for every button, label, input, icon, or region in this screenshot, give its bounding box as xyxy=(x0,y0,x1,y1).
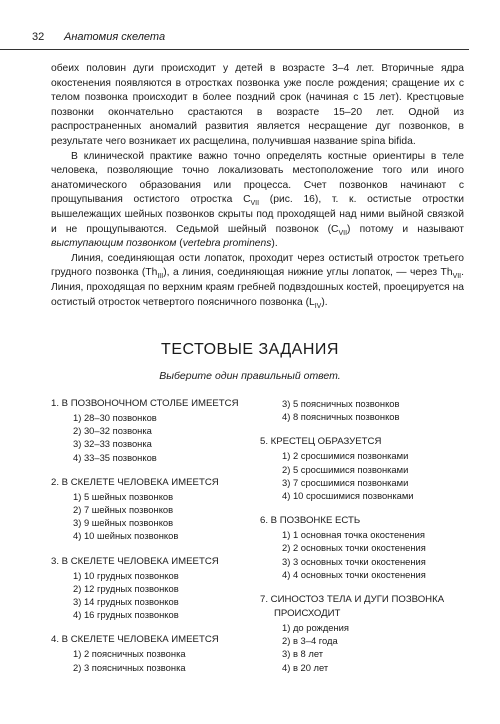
section-title: ТЕСТОВЫЕ ЗАДАНИЯ xyxy=(161,341,339,358)
answer-option: 4) 10 шейных позвонков xyxy=(73,530,179,542)
paragraph: Линия, соединяющая ости лопаток, проходит через остистый отросток третьего грудного позвонка $(Th_{III})$, а линия, соединяющая нижние углы лопаток, — через $Th_{VII}$. Линия, проходящая по верхним краям гребней подвздошных костей, проецируется на остистый отросток четвертого поясничного позвонка $(L_{IV})$. xyxy=(51,252,464,310)
answer-option: 1) 10 грудных позвонков xyxy=(73,569,179,581)
question xyxy=(51,397,266,464)
question-title: 6. В ПОЗВОНКЕ ЕСТЬ xyxy=(260,515,361,527)
question-title: 1. В ПОЗВОНОЧНОМ СТОЛБЕ ИМЕЕТСЯ xyxy=(51,398,239,409)
term-emphasis: выступающим позвонком xyxy=(51,238,177,250)
questions-left-column xyxy=(51,397,266,686)
question xyxy=(260,593,470,674)
question-title: 2. В СКЕЛЕТЕ ЧЕЛОВЕКА ИМЕЕТСЯ xyxy=(51,476,219,488)
answer-option: 1) 5 шейных позвонков xyxy=(73,490,174,502)
answer-option: 3) 5 поясничных позвонков xyxy=(282,398,400,409)
answer-option: 4) 4 основных точки окостенения xyxy=(282,568,426,580)
question xyxy=(51,633,266,673)
answer-option: 4) 16 грудных позвонков xyxy=(73,609,179,621)
question xyxy=(260,514,470,581)
answer-option: 2) 2 основных точки окостенения xyxy=(282,542,426,554)
running-header xyxy=(0,29,469,50)
answer-option: 1) 2 поясничных позвонка xyxy=(73,648,186,660)
answer-option: 4) 8 поясничных позвонков xyxy=(282,411,400,423)
question xyxy=(51,476,266,543)
answer-option: 1) 2 сросшимися позвонками xyxy=(282,450,409,462)
answer-option: 2) 7 шейных позвонков xyxy=(73,504,174,516)
paragraph: обеих половин дуги происходит у детей в возрасте 3–4 лет. Вторичные ядра окостенения появляются в отростках позвонка уже после рождения; сращение их с телом позвонка происходит в более поздний срок (начиная с 15 лет). Крестцовые позвонки окончательно срастаются в возрасте 15–20 лет. Одной из распространенных аномалий развития является несращение дуг позвонков, в результате чего возникает их расщелина, получившая название spina bifida. xyxy=(51,63,464,147)
body-text xyxy=(51,62,464,310)
answer-option: 3) в 8 лет xyxy=(282,648,324,660)
answer-option: 3) 3 основных точки окостенения xyxy=(282,555,426,567)
answer-option: 2) 12 грудных позвонков xyxy=(73,582,179,594)
questions-right-column xyxy=(260,397,470,686)
answer-option: 2) 30–32 позвонка xyxy=(73,425,152,437)
question-continued xyxy=(260,397,470,423)
answer-option: 3) 14 грудных позвонков xyxy=(73,596,179,608)
question xyxy=(51,555,266,622)
paragraph: В клинической практике важно точно определять костные ориентиры в теле человека, позволяющие точно локализовать местоположение того или иного анатомического образования или процесса. Счет позвонков начинают с прощупывания остистого отростка $C_{VII}$ (рис. 16), т. к. остистые отростки вышележащих шейных позвонков скрыты под проходящей над ними выйной связкой и не прощупываются. Седьмой шейный позвонок $(C_{VII})$ потому и называют выступающим позвонком (vertebra prominens). xyxy=(51,150,464,250)
question-title: 7. СИНОСТОЗ ТЕЛА И ДУГИ ПОЗВОНКА xyxy=(260,594,445,606)
answer-option: 2) 5 сросшимися позвонками xyxy=(282,463,409,475)
answer-option: 2) в 3–4 года xyxy=(282,635,338,647)
answer-option: 2) 3 поясничных позвонка xyxy=(73,661,186,673)
section-subtitle: Выберите один правильный ответ. xyxy=(159,370,341,382)
answer-option: 1) до рождения xyxy=(282,622,349,634)
answer-option: 3) 7 сросшимися позвонками xyxy=(282,476,409,488)
answer-option: 3) 32–33 позвонка xyxy=(73,438,152,450)
answer-option: 1) 1 основная точка окостенения xyxy=(282,529,425,541)
question-title: 5. КРЕСТЕЦ ОБРАЗУЕТСЯ xyxy=(260,436,382,448)
latin-term: vertebra prominens xyxy=(182,238,272,250)
answer-option: 1) 28–30 позвонков xyxy=(73,412,157,423)
question xyxy=(260,435,470,502)
answer-option: 4) в 20 лет xyxy=(282,661,329,673)
answer-option: 3) 9 шейных позвонков xyxy=(73,517,174,529)
question-title-cont: ПРОИСХОДИТ xyxy=(274,608,341,620)
question-title: 3. В СКЕЛЕТЕ ЧЕЛОВЕКА ИМЕЕТСЯ xyxy=(51,555,219,567)
answer-option: 4) 10 сросшимися позвонками xyxy=(282,490,414,502)
question-title: 4. В СКЕЛЕТЕ ЧЕЛОВЕКА ИМЕЕТСЯ xyxy=(51,634,219,646)
page-number: 32 xyxy=(32,31,45,43)
answer-option: 4) 33–35 позвонков xyxy=(73,451,157,463)
running-title: Анатомия скелета xyxy=(64,31,166,43)
